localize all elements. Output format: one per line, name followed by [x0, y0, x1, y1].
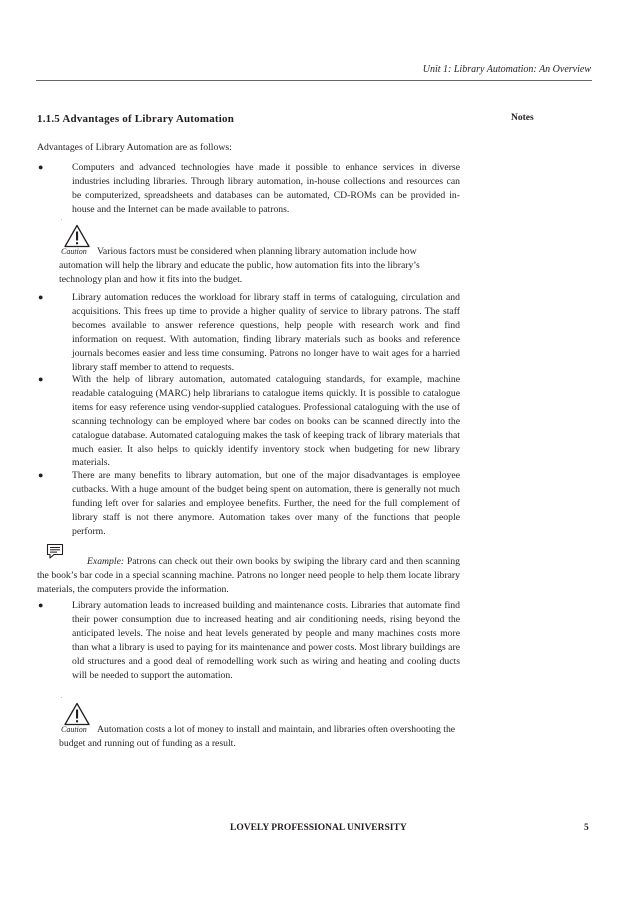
section-heading: 1.1.5 Advantages of Library Automation — [37, 113, 235, 125]
bullet-dot: ● — [38, 292, 44, 302]
bullet-dot: ● — [38, 162, 44, 172]
bullet-text: With the help of library automation, automated cataloguing standards, for example, machine readable cataloguing (MARC) help librarians to catalogue items quickly. It is possible to catalogue items for easy reference using vendor-supplied catalogues. Professional cataloguing with the use of scanning technology can be employed where bar codes on books can be scanned directly into the catalogue database. Automated cataloguing makes the task of keeping track of library materials that much easier. It also helps to quickly identify inventory stock when budgeting for new library materials. — [72, 374, 460, 469]
caution-text — [59, 245, 460, 287]
example-label: Example: — [87, 556, 125, 567]
caution-body: Automation costs a lot of money to install and maintain, and libraries often overshooting the budget and running out of funding as a result. — [59, 724, 456, 749]
example-body: Patrons can check out their own books by swiping the library card and then scanning the book’s bar code in a special scanning machine. Patrons no longer need people to help them locate library materials, the computers provide the information. — [37, 556, 460, 595]
bullet-text: Library automation reduces the workload for library staff in terms of cataloguing, circulation and acquisitions. This frees up time to provide a higher quality of service to library patrons. The staff becomes available to answer reference questions, help people with research work and find information on request. With automation, finding library materials such as books and reference journals becomes easier and less time consuming. Patrons no longer have to wait ages for a harried library staff member to attend to requests. — [72, 292, 460, 373]
page-footer — [0, 823, 638, 837]
caution-marker — [61, 697, 62, 698]
running-header: Unit 1: Library Automation: An Overview — [422, 64, 591, 75]
example-text — [37, 555, 460, 597]
bullet-dot: ● — [38, 470, 44, 480]
bullet-text: Library automation leads to increased building and maintenance costs. Libraries that automate find their power consumption due to increased heating and air conditioning needs, rising beyond the anticipated levels. The noise and heat levels generated by people and many machines costs more than what a library is used to paying for its maintenance and power costs. Most library buildings are old structures and a good deal of remodelling work such as wiring and heating and cooling ducts will be needed to support the automation. — [72, 600, 460, 681]
caution-marker — [61, 219, 62, 220]
bullet-text: Computers and advanced technologies have made it possible to enhance services in diverse industries including libraries. Through library automation, in-house collections and resources can be computerized, spreadsheets and databases can be automated, CD-ROMs can be provided in-house and the Internet can be made available to patrons. — [72, 162, 460, 215]
caution-text — [59, 723, 460, 751]
header-rule — [36, 80, 592, 81]
notes-margin-label: Notes — [511, 113, 534, 123]
bullet-dot: ● — [38, 600, 44, 610]
bullet-dot: ● — [38, 374, 44, 384]
caution-label: Caution — [61, 247, 87, 256]
footer-university: LOVELY PROFESSIONAL UNIVERSITY — [230, 823, 407, 833]
caution-body: Various factors must be considered when planning library automation include how automation will help the library and educate the public, how automation fits into the library’s technology plan and how it fits into the budget. — [59, 246, 420, 285]
intro-paragraph: Advantages of Library Automation are as follows: — [37, 142, 232, 153]
bullet-text: There are many benefits to library automation, but one of the major disadvantages is employee cutbacks. With a huge amount of the budget being spent on automation, there is generally not much funding left over for salaries and employee benefits. Further, the need for the full complement of library staff is not there anymore. Automation takes over many of the functions that people perform. — [72, 470, 460, 537]
caution-label: Caution — [61, 725, 87, 734]
page-number: 5 — [584, 823, 589, 833]
